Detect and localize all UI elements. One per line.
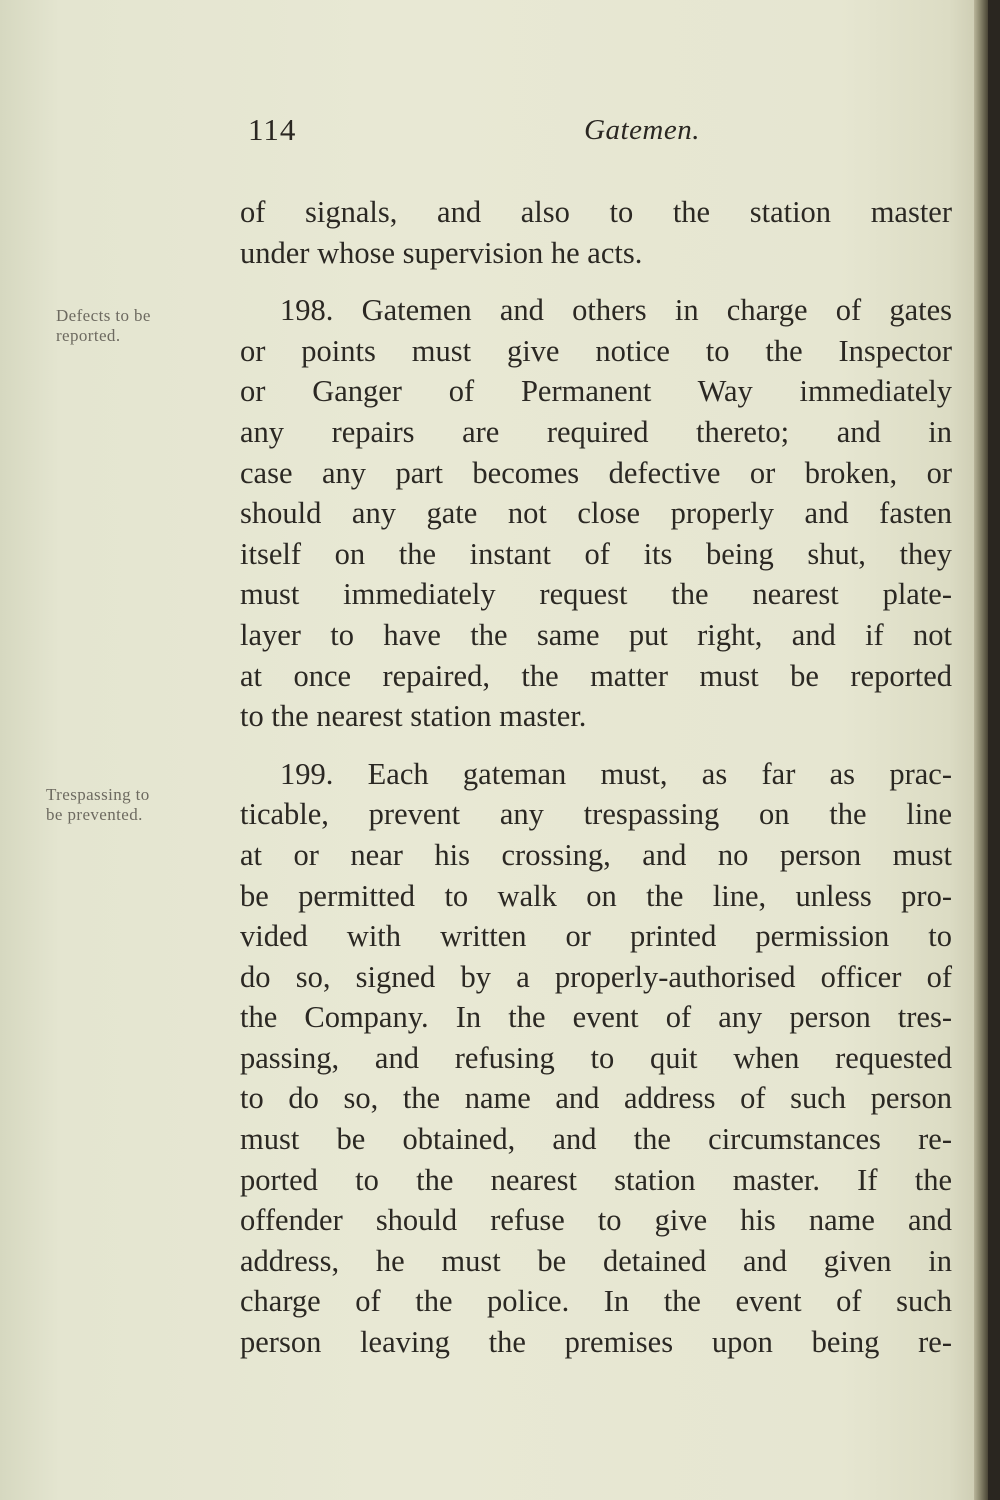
text-line: to do so, the name and address of such person [240,1081,952,1116]
text-line: under whose supervision he acts. [240,235,643,270]
text-line: of signals, and also to the station master [240,195,952,229]
text-line: ticable, prevent any trespassing on the line [240,797,952,832]
paragraph-rule-199 [240,754,952,1363]
text-line: any repairs are required thereto; and in [240,414,952,449]
text-line: ported to the nearest station master. If the [240,1162,952,1197]
text-line: at once repaired, the matter must be reported [240,658,952,693]
page-edge [974,0,988,1500]
running-head: Gatemen. [584,114,700,146]
text-line: to the nearest station master. [240,699,587,734]
margin-note-defects [56,306,151,346]
text-line: do so, signed by a properly-authorised officer of [240,959,952,994]
margin-note-line: Trespassing to [46,785,150,804]
text-line: or points must give notice to the Inspector [240,333,952,368]
text-line: 199. Each gateman must, as far as prac- [280,756,952,791]
text-line: case any part becomes defective or broken, or [240,455,952,490]
text-line: layer to have the same put right, and if not [240,617,952,652]
body-text [240,192,952,1363]
text-line: or Ganger of Permanent Way immediately [240,374,952,409]
margin-note-trespassing [46,785,150,825]
text-line: at or near his crossing, and no person must [240,837,952,872]
paragraph-rule-198 [240,290,952,737]
page-number: 114 [248,112,297,147]
text-line: must be obtained, and the circumstances re- [240,1122,952,1157]
text-line: passing, and refusing to quit when requested [240,1040,952,1075]
text-line: 198. Gatemen and others in charge of gates [280,293,952,328]
margin-note-line: reported. [56,326,121,345]
text-line: the Company. In the event of any person tres- [240,1000,952,1035]
margin-note-line: Defects to be [56,306,151,325]
text-line: address, he must be detained and given in [240,1243,952,1278]
text-line: should any gate not close properly and fasten [240,496,952,531]
text-line: must immediately request the nearest plate- [240,577,952,612]
text-line: be permitted to walk on the line, unless pro- [240,878,952,913]
text-line: vided with written or printed permission to [240,919,952,954]
page-header [248,112,700,164]
text-line: charge of the police. In the event of such [240,1284,952,1319]
text-line: offender should refuse to give his name and [240,1203,952,1238]
paragraph-continuation [240,192,952,273]
text-line: itself on the instant of its being shut, they [240,536,952,571]
text-line: person leaving the premises upon being re- [240,1325,952,1360]
margin-note-line: be prevented. [46,805,143,824]
